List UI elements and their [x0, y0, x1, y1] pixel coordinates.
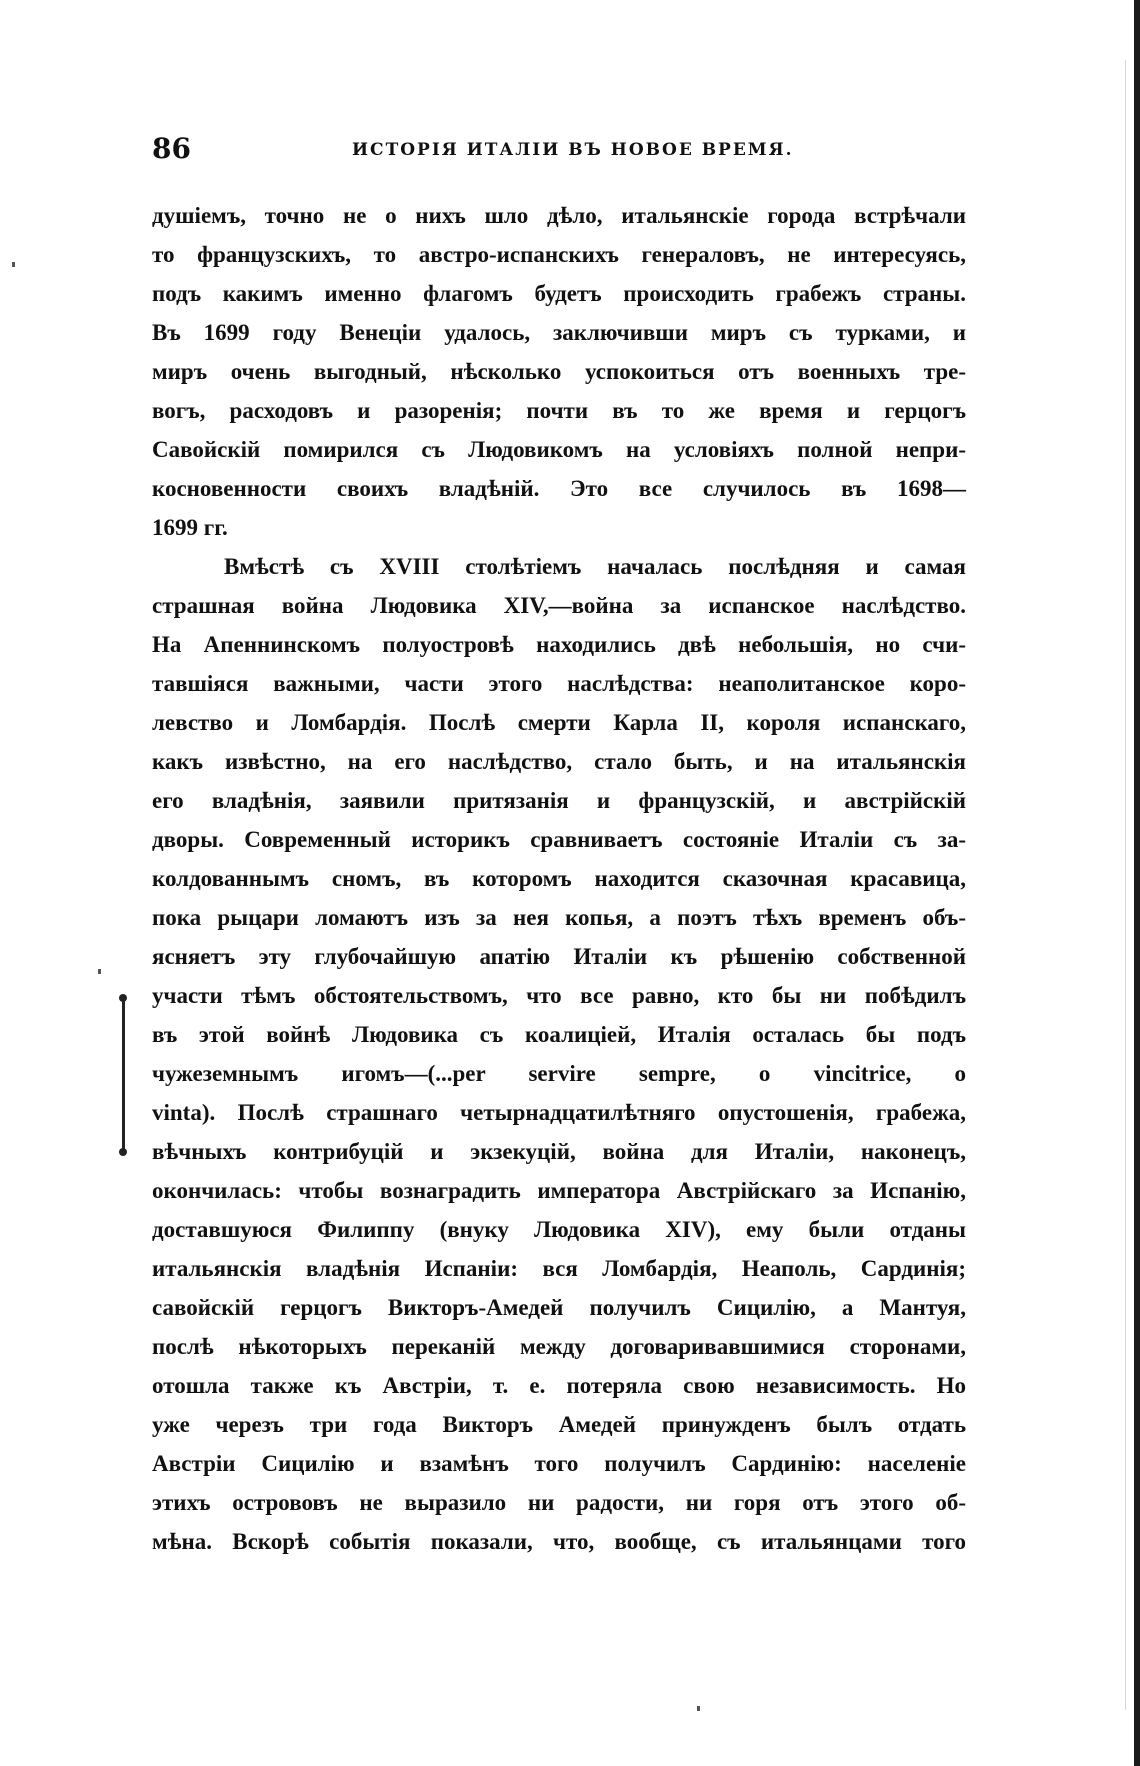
text-line: вѣчныхъ контрибуцій и экзекуцій, война для Италіи, наконецъ,	[152, 1139, 966, 1164]
paragraph-1	[152, 196, 966, 547]
text-line: окончилась: чтобы вознаградить императора Австрійскаго за Испанію,	[152, 1178, 966, 1203]
body-text	[152, 196, 966, 1561]
text-line: левство и Ломбардія. Послѣ смерти Карла II, короля испанскаго,	[152, 710, 966, 735]
text-line: мѣна. Вскорѣ событія показали, что, вообще, съ итальянцами того	[152, 1529, 966, 1554]
text-line: 1699 гг.	[152, 515, 228, 540]
text-line: уже черезъ три года Викторъ Амедей принужденъ былъ отдать	[152, 1412, 966, 1437]
text-line: подъ какимъ именно флагомъ будетъ происходить грабежъ страны.	[152, 281, 966, 306]
text-line: какъ извѣстно, на его наслѣдство, стало быть, и на итальянскія	[152, 749, 966, 774]
page-header	[152, 132, 972, 172]
text-line: его владѣнія, заявили притязанія и французскій, и австрійскій	[152, 788, 966, 813]
text-line: участи тѣмъ обстоятельствомъ, что все равно, кто бы ни побѣдилъ	[152, 983, 966, 1008]
text-line: Савойскій помирился съ Людовикомъ на условіяхъ полной непри-	[152, 437, 966, 462]
text-line: косновенности своихъ владѣній. Это все случилось въ 1698—	[152, 476, 966, 501]
page-edge-line	[1125, 60, 1126, 1710]
text-line: то французскихъ, то австро-испанскихъ генераловъ, не интересуясь,	[152, 242, 966, 267]
text-line: душіемъ, точно не о нихъ шло дѣло, итальянскіе города встрѣчали	[152, 203, 966, 228]
text-line: послѣ нѣкоторыхъ переканій между договаривавшимися сторонами,	[152, 1334, 966, 1359]
text-line: миръ очень выгодный, нѣсколько успокоиться отъ военныхъ тре-	[152, 359, 966, 384]
page-number: 86	[152, 132, 191, 165]
scan-speck	[98, 969, 101, 974]
text-line: Въ 1699 году Венеціи удалось, заключивши миръ съ турками, и	[152, 320, 966, 345]
text-line: Австріи Сицилію и взамѣнъ того получилъ Сардинію: населеніе	[152, 1451, 966, 1476]
text-line: vinta). Послѣ страшнаго четырнадцатилѣтняго опустошенія, грабежа,	[152, 1100, 966, 1125]
text-line: савойскій герцогъ Викторъ-Амедей получилъ Сицилію, а Мантуя,	[152, 1295, 966, 1320]
text-line: въ этой войнѣ Людовика съ коалиціей, Италія осталась бы подъ	[152, 1022, 966, 1047]
text-line: пока рыцари ломаютъ изъ за нея копья, а поэтъ тѣхъ временъ объ-	[152, 905, 966, 930]
running-title: ИСТОРІЯ ИТАЛІИ ВЪ НОВОЕ ВРЕМЯ.	[352, 140, 794, 160]
text-line: чужеземнымъ игомъ—(...per servire sempre, o vincitrice, o	[152, 1061, 966, 1086]
text-line: страшная война Людовика XIV,—война за испанское наслѣдство.	[152, 593, 966, 618]
text-line: На Апеннинскомъ полуостровѣ находились двѣ небольшія, но счи-	[152, 632, 966, 657]
scan-speck	[12, 262, 15, 267]
text-line: итальянскія владѣнія Испаніи: вся Ломбардія, Неаполь, Сардинія;	[152, 1256, 966, 1281]
text-line: вогъ, расходовъ и разоренія; почти въ то же время и герцогъ	[152, 398, 966, 423]
text-line: колдованнымъ сномъ, въ которомъ находится сказочная красавица,	[152, 866, 966, 891]
margin-bracket-mark	[122, 1000, 133, 1150]
text-line: дворы. Современный историкъ сравниваетъ состояніе Италіи съ за-	[152, 827, 966, 852]
page-edge-shadow	[1134, 0, 1140, 1766]
text-line: ясняетъ эту глубочайшую апатію Италіи къ рѣшенію собственной	[152, 944, 966, 969]
text-line: доставшуюся Филиппу (внуку Людовика XIV), ему были отданы	[152, 1217, 966, 1242]
text-line: тавшіяся важными, части этого наслѣдства: неаполитанское коро-	[152, 671, 966, 696]
text-line: отошла также къ Австріи, т. е. потеряла свою независимость. Но	[152, 1373, 966, 1398]
text-line: этихъ острововъ не выразило ни радости, ни горя отъ этого об-	[152, 1490, 966, 1515]
text-line: Вмѣстѣ съ XVIII столѣтіемъ началась послѣдняя и самая	[224, 554, 966, 579]
paragraph-2	[152, 547, 966, 1561]
scan-speck	[697, 1706, 700, 1711]
